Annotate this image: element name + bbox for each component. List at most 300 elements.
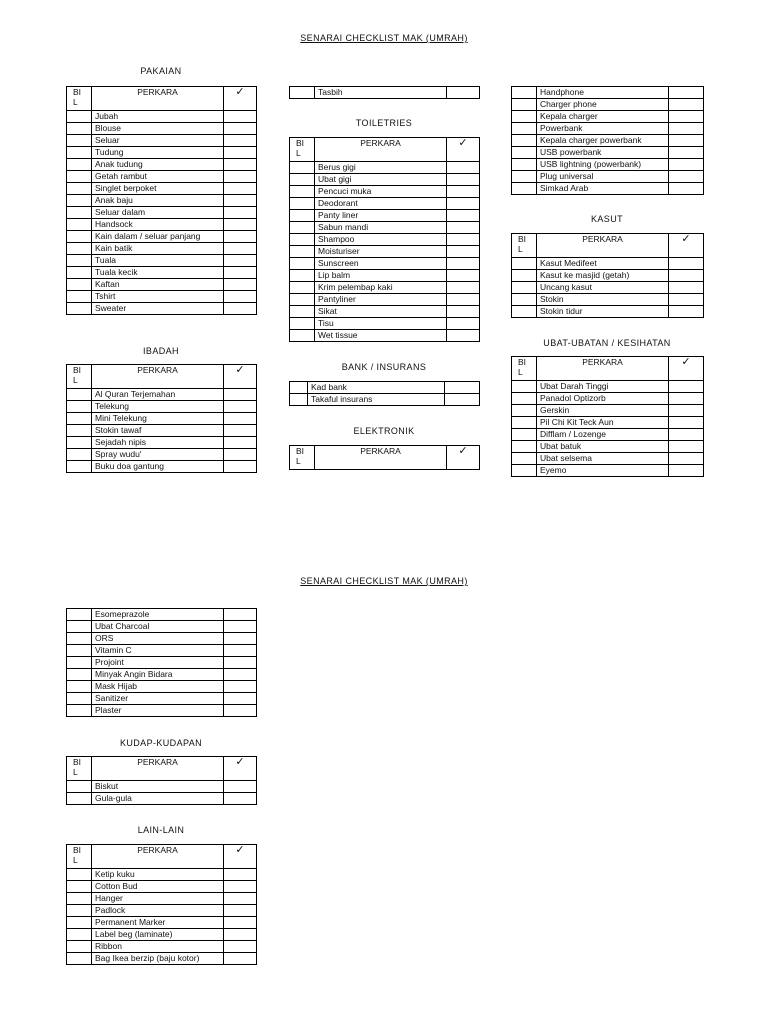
item-label: Pantyliner: [315, 294, 447, 306]
item-label: USB powerbank: [537, 147, 669, 159]
table-row: [512, 294, 704, 306]
table-row: [67, 681, 257, 693]
check-cell[interactable]: [224, 279, 257, 291]
table-row: [512, 465, 704, 477]
item-label: Kasut Medifeet: [537, 258, 669, 270]
item-label: Jubah: [92, 111, 224, 123]
item-label: Ketip kuku: [92, 869, 224, 881]
table-header-row: [290, 138, 480, 162]
check-cell[interactable]: [224, 621, 257, 633]
bil-cell: [290, 222, 315, 234]
item-label: Spray wudu': [92, 449, 224, 461]
bil-cell: [512, 87, 537, 99]
bil-cell: [67, 929, 92, 941]
table-elektronik-items: [511, 86, 704, 195]
bil-cell: [512, 282, 537, 294]
table-row: [67, 389, 257, 401]
check-cell[interactable]: [445, 394, 480, 406]
bil-cell: [290, 162, 315, 174]
check-cell[interactable]: [224, 461, 257, 473]
table-row: [67, 881, 257, 893]
item-label: Handphone: [537, 87, 669, 99]
item-label: Cotton Bud: [92, 881, 224, 893]
check-cell[interactable]: [224, 267, 257, 279]
table-row: [67, 159, 257, 171]
table-row: [67, 941, 257, 953]
check-cell[interactable]: [224, 881, 257, 893]
table-row: [67, 793, 257, 805]
check-cell[interactable]: [447, 258, 480, 270]
check-cell[interactable]: [669, 405, 704, 417]
table-header-row: [67, 87, 257, 111]
bil-cell: [67, 303, 92, 315]
check-cell[interactable]: [669, 135, 704, 147]
section-title-pakaian: PAKAIAN: [140, 66, 182, 76]
table-row: [512, 147, 704, 159]
header-perkara: PERKARA: [92, 365, 224, 389]
table-row: [512, 135, 704, 147]
table-row: [67, 111, 257, 123]
bil-cell: [290, 270, 315, 282]
header-bil: BI L: [290, 446, 315, 470]
bil-cell: [67, 621, 92, 633]
header-check-icon: ✓: [669, 357, 704, 381]
header-bil: BI L: [67, 845, 92, 869]
table-row: [67, 693, 257, 705]
check-cell[interactable]: [224, 401, 257, 413]
bil-cell: [290, 87, 315, 99]
check-cell[interactable]: [224, 425, 257, 437]
check-cell[interactable]: [224, 207, 257, 219]
check-cell[interactable]: [224, 255, 257, 267]
bil-cell: [67, 437, 92, 449]
check-cell[interactable]: [224, 953, 257, 965]
bil-cell: [67, 279, 92, 291]
check-cell[interactable]: [224, 941, 257, 953]
page-title-bottom: SENARAI CHECKLIST MAK (UMRAH): [300, 576, 468, 586]
item-label: Tudung: [92, 147, 224, 159]
table-row: [290, 282, 480, 294]
check-cell[interactable]: [669, 183, 704, 195]
item-label: Ribbon: [92, 941, 224, 953]
table-elektronik-header: [289, 445, 480, 470]
table-row: [512, 282, 704, 294]
bil-cell: [67, 219, 92, 231]
table-row: [290, 306, 480, 318]
check-cell[interactable]: [669, 258, 704, 270]
table-row: [512, 123, 704, 135]
table-row: [290, 294, 480, 306]
bil-cell: [67, 425, 92, 437]
check-cell[interactable]: [224, 633, 257, 645]
check-cell[interactable]: [669, 453, 704, 465]
check-cell[interactable]: [669, 171, 704, 183]
check-cell[interactable]: [669, 282, 704, 294]
item-label: Seluar dalam: [92, 207, 224, 219]
table-row: [67, 255, 257, 267]
section-title-elektronik: ELEKTRONIK: [353, 426, 415, 436]
check-cell[interactable]: [224, 693, 257, 705]
bil-cell: [290, 174, 315, 186]
check-cell[interactable]: [447, 306, 480, 318]
item-label: Telekung: [92, 401, 224, 413]
check-cell[interactable]: [224, 609, 257, 621]
header-check-icon: ✓: [224, 757, 257, 781]
table-row: [512, 429, 704, 441]
item-label: Eyemo: [537, 465, 669, 477]
check-cell[interactable]: [669, 381, 704, 393]
check-cell[interactable]: [447, 210, 480, 222]
table-row: [67, 135, 257, 147]
table-row: [67, 303, 257, 315]
check-cell[interactable]: [447, 294, 480, 306]
bil-cell: [67, 893, 92, 905]
table-row: [67, 621, 257, 633]
bil-cell: [512, 135, 537, 147]
check-cell[interactable]: [224, 171, 257, 183]
item-label: Sabun mandi: [315, 222, 447, 234]
check-cell[interactable]: [224, 291, 257, 303]
check-cell[interactable]: [669, 123, 704, 135]
item-label: Kepala charger powerbank: [537, 135, 669, 147]
table-row: [67, 869, 257, 881]
check-cell[interactable]: [224, 159, 257, 171]
bil-cell: [67, 207, 92, 219]
item-label: Ubat batuk: [537, 441, 669, 453]
check-cell[interactable]: [669, 147, 704, 159]
item-label: Plug universal: [537, 171, 669, 183]
check-cell[interactable]: [224, 437, 257, 449]
bil-cell: [67, 147, 92, 159]
table-row: [67, 645, 257, 657]
table-row: [67, 609, 257, 621]
item-label: Ubat Charcoal: [92, 621, 224, 633]
check-cell[interactable]: [669, 159, 704, 171]
item-label: Tuala kecik: [92, 267, 224, 279]
header-check-icon: ✓: [669, 234, 704, 258]
check-cell[interactable]: [447, 282, 480, 294]
table-row: [67, 929, 257, 941]
bil-cell: [67, 461, 92, 473]
check-cell[interactable]: [224, 781, 257, 793]
table-row: [67, 243, 257, 255]
item-label: Takaful insurans: [308, 394, 445, 406]
page-title-top: SENARAI CHECKLIST MAK (UMRAH): [300, 33, 468, 43]
item-label: Shampoo: [315, 234, 447, 246]
table-header-row: [512, 234, 704, 258]
header-check-icon: ✓: [447, 138, 480, 162]
check-cell[interactable]: [224, 793, 257, 805]
item-label: Getah rambut: [92, 171, 224, 183]
item-label: Biskut: [92, 781, 224, 793]
bil-cell: [67, 243, 92, 255]
bil-cell: [290, 258, 315, 270]
check-cell[interactable]: [224, 389, 257, 401]
item-label: Sejadah nipis: [92, 437, 224, 449]
table-header-row: [67, 845, 257, 869]
bil-cell: [290, 246, 315, 258]
header-bil: BI L: [512, 357, 537, 381]
check-cell[interactable]: [447, 330, 480, 342]
check-cell[interactable]: [669, 87, 704, 99]
table-kudap: [66, 756, 257, 805]
table-row: [290, 382, 480, 394]
table-row: [67, 195, 257, 207]
bil-cell: [290, 382, 308, 394]
bil-cell: [67, 389, 92, 401]
check-cell[interactable]: [224, 705, 257, 717]
bil-cell: [67, 953, 92, 965]
table-row: [290, 222, 480, 234]
table-row: [512, 99, 704, 111]
check-cell[interactable]: [447, 174, 480, 186]
item-label: Berus gigi: [315, 162, 447, 174]
check-cell[interactable]: [669, 465, 704, 477]
item-label: Gerskin: [537, 405, 669, 417]
item-label: Label beg (laminate): [92, 929, 224, 941]
check-cell[interactable]: [224, 449, 257, 461]
item-label: Wet tissue: [315, 330, 447, 342]
item-label: Tuala: [92, 255, 224, 267]
bil-cell: [512, 393, 537, 405]
header-perkara: PERKARA: [315, 446, 447, 470]
bil-cell: [67, 195, 92, 207]
item-label: Tisu: [315, 318, 447, 330]
check-cell[interactable]: [669, 294, 704, 306]
check-cell[interactable]: [669, 429, 704, 441]
table-kasut: [511, 233, 704, 318]
bil-cell: [67, 657, 92, 669]
bil-cell: [67, 781, 92, 793]
table-row: [67, 953, 257, 965]
table-row: [67, 461, 257, 473]
bil-cell: [67, 669, 92, 681]
bil-cell: [290, 318, 315, 330]
header-bil: BI L: [67, 757, 92, 781]
item-label: Hanger: [92, 893, 224, 905]
check-cell[interactable]: [669, 306, 704, 318]
header-perkara: PERKARA: [537, 234, 669, 258]
check-cell[interactable]: [224, 905, 257, 917]
header-perkara: PERKARA: [92, 845, 224, 869]
table-header-row: [512, 357, 704, 381]
bil-cell: [67, 159, 92, 171]
check-cell[interactable]: [447, 198, 480, 210]
table-row: [512, 306, 704, 318]
header-check-icon: ✓: [447, 446, 480, 470]
check-cell[interactable]: [447, 270, 480, 282]
table-row: [67, 657, 257, 669]
item-label: Uncang kasut: [537, 282, 669, 294]
table-ubat-continued: [66, 608, 257, 717]
bil-cell: [512, 270, 537, 282]
item-label: ORS: [92, 633, 224, 645]
table-row: [290, 87, 480, 99]
check-cell[interactable]: [447, 162, 480, 174]
item-label: USB lightning (powerbank): [537, 159, 669, 171]
item-label: Charger phone: [537, 99, 669, 111]
check-cell[interactable]: [224, 231, 257, 243]
check-cell[interactable]: [669, 99, 704, 111]
bil-cell: [290, 234, 315, 246]
check-cell[interactable]: [669, 111, 704, 123]
table-row: [67, 267, 257, 279]
table-row: [67, 669, 257, 681]
check-cell[interactable]: [224, 929, 257, 941]
check-cell[interactable]: [224, 135, 257, 147]
bil-cell: [67, 255, 92, 267]
bil-cell: [290, 294, 315, 306]
item-label: Esomeprazole: [92, 609, 224, 621]
section-title-ubat: UBAT-UBATAN / KESIHATAN: [543, 338, 671, 348]
check-cell[interactable]: [224, 147, 257, 159]
section-title-kudap: KUDAP-KUDAPAN: [119, 738, 203, 748]
item-label: Pil Chi Kit Teck Aun: [537, 417, 669, 429]
bil-cell: [290, 330, 315, 342]
item-label: Ubat gigi: [315, 174, 447, 186]
bil-cell: [512, 465, 537, 477]
item-label: Difflam / Lozenge: [537, 429, 669, 441]
table-row: [67, 893, 257, 905]
item-label: Sikat: [315, 306, 447, 318]
bil-cell: [67, 941, 92, 953]
check-cell[interactable]: [447, 318, 480, 330]
table-tasbih: [289, 86, 480, 99]
check-cell[interactable]: [224, 195, 257, 207]
check-cell[interactable]: [224, 893, 257, 905]
check-cell[interactable]: [447, 246, 480, 258]
table-header-row: [67, 365, 257, 389]
table-row: [67, 291, 257, 303]
table-row: [290, 246, 480, 258]
check-cell[interactable]: [224, 243, 257, 255]
table-row: [290, 210, 480, 222]
bil-cell: [67, 905, 92, 917]
table-header-row: [290, 446, 480, 470]
table-row: [67, 917, 257, 929]
check-cell[interactable]: [447, 234, 480, 246]
check-cell[interactable]: [224, 681, 257, 693]
check-cell[interactable]: [447, 186, 480, 198]
table-row: [67, 219, 257, 231]
table-row: [290, 270, 480, 282]
check-cell[interactable]: [224, 219, 257, 231]
table-row: [290, 330, 480, 342]
table-row: [67, 231, 257, 243]
table-row: [512, 159, 704, 171]
table-row: [512, 258, 704, 270]
check-cell[interactable]: [669, 270, 704, 282]
item-label: Anak tudung: [92, 159, 224, 171]
item-label: Mask Hijab: [92, 681, 224, 693]
bil-cell: [512, 183, 537, 195]
item-label: Padlock: [92, 905, 224, 917]
check-cell[interactable]: [447, 87, 480, 99]
item-label: Bag Ikea berzip (baju kotor): [92, 953, 224, 965]
bil-cell: [512, 99, 537, 111]
item-label: Handsock: [92, 219, 224, 231]
header-bil: BI L: [67, 365, 92, 389]
item-label: Kepala charger: [537, 111, 669, 123]
header-bil: BI L: [67, 87, 92, 111]
item-label: Powerbank: [537, 123, 669, 135]
check-cell[interactable]: [669, 417, 704, 429]
check-cell[interactable]: [669, 441, 704, 453]
bil-cell: [67, 183, 92, 195]
bil-cell: [290, 210, 315, 222]
table-row: [67, 147, 257, 159]
check-cell[interactable]: [669, 393, 704, 405]
item-label: Stokin tawaf: [92, 425, 224, 437]
table-row: [67, 183, 257, 195]
check-cell[interactable]: [224, 123, 257, 135]
table-row: [67, 437, 257, 449]
table-row: [67, 425, 257, 437]
bil-cell: [67, 693, 92, 705]
header-perkara: PERKARA: [537, 357, 669, 381]
bil-cell: [67, 869, 92, 881]
check-cell[interactable]: [224, 917, 257, 929]
table-row: [290, 198, 480, 210]
table-row: [67, 401, 257, 413]
bil-cell: [512, 171, 537, 183]
bil-cell: [67, 111, 92, 123]
bil-cell: [512, 123, 537, 135]
bil-cell: [67, 135, 92, 147]
section-title-ibadah: IBADAH: [143, 346, 179, 356]
table-row: [67, 633, 257, 645]
bil-cell: [290, 282, 315, 294]
bil-cell: [512, 159, 537, 171]
item-label: Tshirt: [92, 291, 224, 303]
check-cell[interactable]: [224, 183, 257, 195]
item-label: Pencuci muka: [315, 186, 447, 198]
bil-cell: [67, 291, 92, 303]
check-cell[interactable]: [224, 303, 257, 315]
table-bank: [289, 381, 480, 406]
bil-cell: [67, 231, 92, 243]
header-bil: BI L: [512, 234, 537, 258]
item-label: Minyak Angin Bidara: [92, 669, 224, 681]
bil-cell: [512, 453, 537, 465]
header-check-icon: ✓: [224, 87, 257, 111]
item-label: Buku doa gantung: [92, 461, 224, 473]
item-label: Tasbih: [315, 87, 447, 99]
table-row: [67, 905, 257, 917]
check-cell[interactable]: [224, 669, 257, 681]
item-label: Singlet berpoket: [92, 183, 224, 195]
check-cell[interactable]: [224, 657, 257, 669]
check-cell[interactable]: [445, 382, 480, 394]
bil-cell: [512, 405, 537, 417]
header-perkara: PERKARA: [92, 757, 224, 781]
bil-cell: [512, 381, 537, 393]
bil-cell: [67, 123, 92, 135]
check-cell[interactable]: [224, 111, 257, 123]
check-cell[interactable]: [224, 413, 257, 425]
item-label: Gula-gula: [92, 793, 224, 805]
table-row: [512, 183, 704, 195]
item-label: Anak baju: [92, 195, 224, 207]
table-row: [290, 234, 480, 246]
item-label: Panadol Optizorb: [537, 393, 669, 405]
bil-cell: [67, 449, 92, 461]
item-label: Sanitizer: [92, 693, 224, 705]
section-title-toiletries: TOILETRIES: [355, 118, 413, 128]
check-cell[interactable]: [447, 222, 480, 234]
check-cell[interactable]: [224, 645, 257, 657]
check-cell[interactable]: [224, 869, 257, 881]
